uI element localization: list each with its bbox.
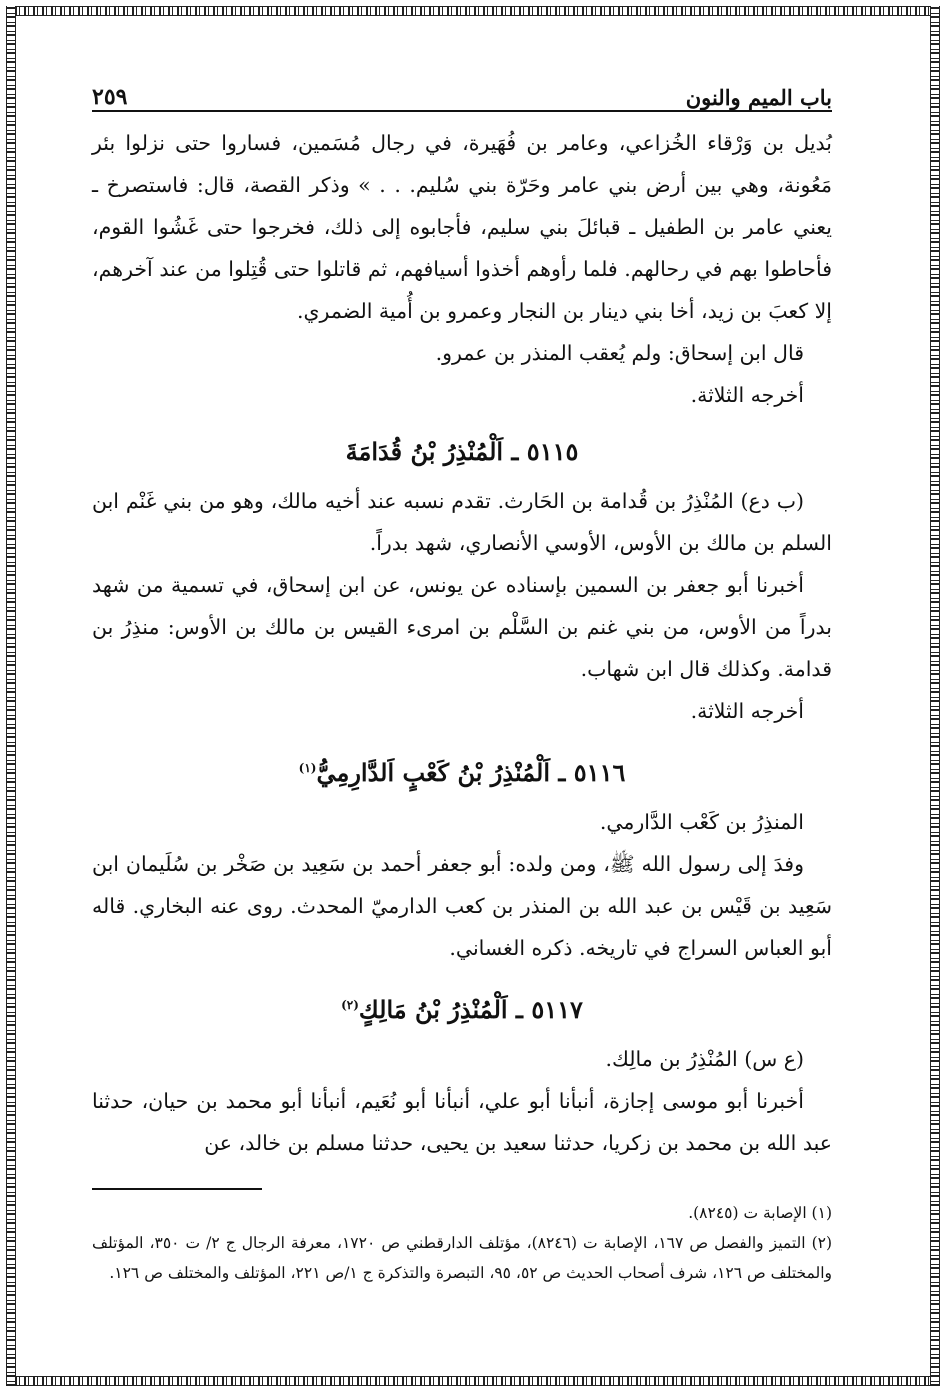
footnote: (٢) التميز والفصل ص ١٦٧، الإصابة ت (٨٢٤٦)، مؤتلف الدارقطني ص ١٧٢٠، معرفة الرجال ج ٢/ ت ٣٥٠، المؤتلف والمختلف ص ١٢٦، شرف أصحاب الحديث ص ٥٢، ٩٥، التبصرة والتذكرة ج ١/ص ٢٢١، المؤتلف والمختلف ص ١٢٦. — [92, 1234, 833, 1282]
running-header — [92, 76, 832, 112]
border-right — [930, 6, 940, 1386]
paragraph: (ب دع) المُنْذِرُ بن قُدامة بن الحَارث. تقدم نسبه عند أخيه مالك، وهو من بني غَنْم ابن السلم بن مالك بن الأوس، الأوسي الأنصاري، شهد بدراً. — [92, 489, 832, 555]
paragraph: أخرجه الثلاثة. — [690, 699, 804, 723]
footnote-divider — [92, 1188, 262, 1190]
footnote: (١) الإصابة ت (٨٢٤٥). — [688, 1204, 832, 1222]
entry-heading — [92, 748, 832, 793]
heading-text: ٥١١٦ ـ اَلْمُنْذِرُ بْنُ كَعْبٍ اَلدَّارِمِيُّ — [316, 758, 626, 787]
heading-text: ٥١١٧ ـ اَلْمُنْذِرُ بْنُ مَالِكٍ — [358, 995, 583, 1024]
paragraph: المنذِرُ بن كَعْب الدَّارمي. — [599, 810, 804, 834]
paragraph: وفدَ إلى رسول الله ﷺ، ومن ولده: أبو جعفر أحمد بن سَعِيد بن صَخْر بن سُلَيمان ابن سَعِيد بن قَيْس بن عبد الله بن المنذر بن كعب الدارميّ المحدث. روى عنه البخاري. قاله أبو العباس السراج في تاريخه. ذكره الغساني. — [92, 852, 832, 960]
border-top — [6, 6, 940, 16]
border-left — [6, 6, 16, 1386]
paragraph: أخبرنا أبو موسى إجازة، أنبأنا أبو علي، أنبأنا أبو نُعَيم، أنبأنا أبو محمد بن حيان، حدثنا عبد الله بن محمد بن زكريا، حدثنا سعيد بن يحيى، حدثنا مسلم بن خالد، عن — [92, 1089, 832, 1155]
page-content — [92, 76, 832, 1288]
page-number: ٢٥٩ — [92, 84, 128, 110]
paragraph: بُديل بن وَرْقاء الخُزاعي، وعامر بن فُهَيرة، في رجال مُسَمين، فساروا حتى نزلوا بئر مَعُونة، وهي بين أرض بني عامر وحَرّة بني سُليم. . . » وذكر القصة، قال: فاستصرخ ـ يعني عامر بن الطفيل ـ قبائلَ بني سليم، فأجابوه إلى ذلك، فخرجوا حتى غَشُوا القوم، فأحاطوا بهم في رحالهم. فلما رأوهم أخذوا أسيافهم، ثم قاتلوا حتى قُتِلوا من عند آخرهم، إلا كعبَ بن زيد، أخا بني دينار بن النجار وعمرو بن أُمية الضمري. — [92, 131, 832, 323]
paragraph: قال ابن إسحاق: ولم يُعقب المنذر بن عمرو. — [435, 341, 804, 365]
main-text — [92, 122, 832, 1164]
footnote-mark: (١) — [298, 761, 317, 775]
entry-heading — [92, 985, 832, 1030]
heading-text: ٥١١٥ ـ اَلْمُنْذِرُ بْنُ قُدَامَةَ — [345, 437, 579, 466]
paragraph: أخبرنا أبو جعفر بن السمين بإسناده عن يونس، عن ابن إسحاق، في تسمية من شهد بدراً من الأوس، من بني غنم بن السَّلْم بن امرىء القيس بن مالك بن الأوس: منذِرُ بن قدامة. وكذلك قال ابن شهاب. — [92, 573, 832, 681]
footnotes — [92, 1198, 832, 1288]
chapter-title: باب الميم والنون — [685, 85, 832, 110]
paragraph: أخرجه الثلاثة. — [690, 383, 804, 407]
footnote-mark: (٢) — [341, 998, 359, 1012]
paragraph: (ع س) المُنْذِرُ بن مالِك. — [605, 1047, 804, 1071]
entry-heading — [92, 432, 832, 472]
border-bottom — [6, 1376, 940, 1386]
